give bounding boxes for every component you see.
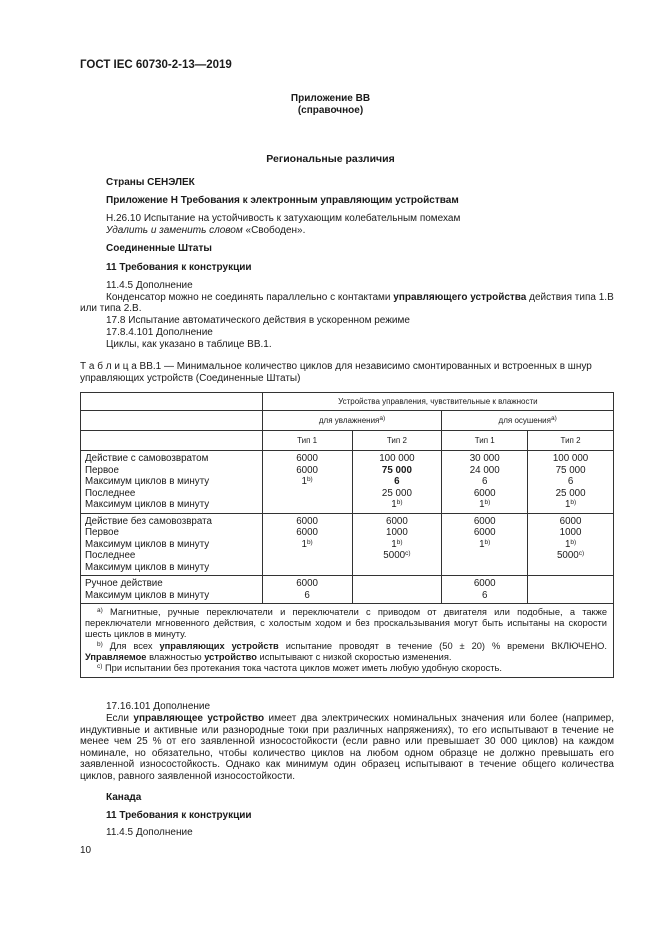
row-label: Первое [85, 527, 119, 538]
row-label: Максимум циклов в минуту [85, 499, 210, 510]
table-cell [262, 576, 352, 604]
clause-number: 17.8.4.101 [106, 327, 157, 338]
section-title: Региональные различия [266, 153, 395, 165]
footnote-mark: b) [306, 538, 313, 546]
item-number: Н.26.10 [106, 213, 144, 224]
row-label: Действие с самовозвратом [85, 453, 209, 464]
footnote-mark: b) [570, 499, 577, 506]
table-cell [352, 513, 442, 576]
cell-value: 6 [567, 476, 574, 487]
clause-text: Испытание автоматического действия в ускоренном режиме [128, 315, 410, 326]
cell-value: 100 000 [379, 453, 415, 464]
item-h2610-replace [106, 225, 305, 236]
us-section-heading: 11 Требования к конструкции [106, 262, 252, 273]
table-cell [352, 451, 442, 514]
row-label: Последнее [85, 487, 136, 499]
footnote-c: $^{c)}$ При испытании без протекания тока частота циклов может иметь любую удобную скорость. [97, 663, 502, 674]
footnote-mark: b) [484, 499, 491, 506]
footnote-mark: b) [396, 499, 403, 506]
footnote-mark: c) [578, 550, 585, 557]
table-footnotes [81, 604, 614, 678]
cell-value: 6000 [296, 515, 318, 527]
footnote-mark: а) [379, 415, 386, 422]
row-label: Действие без самовозврата [85, 515, 212, 527]
cell-value: 75 000 [381, 464, 412, 476]
row-label: Максимум циклов в минуту [85, 476, 210, 487]
cell-value: 6000 [473, 578, 496, 589]
cell-value: 6000 [473, 487, 496, 499]
cell-value: 6 [304, 589, 310, 601]
cell-value: 1$^{b)}$ [564, 538, 577, 550]
clause-label: Дополнение [156, 327, 213, 338]
table-row [81, 576, 614, 604]
canada-section-heading: 11 Требования к конструкции [106, 810, 252, 821]
footnote-mark: а) [550, 415, 557, 422]
cell-value: 6000 [296, 527, 318, 538]
header-empty [81, 411, 263, 431]
footnote-mark: c) [405, 550, 411, 557]
cell-value: 6000 [296, 578, 318, 589]
cell-value: 6 [481, 476, 488, 487]
annex-title: Приложение ВВ [290, 93, 371, 104]
row-label: Максимум циклов в минуту [85, 538, 210, 550]
table-cell [262, 513, 352, 576]
us-para-capacitor-2: или типа 2.В. [80, 303, 142, 314]
header-empty [81, 393, 263, 411]
cell-value: 25 000 [555, 487, 586, 499]
cell-value: 6000 [386, 515, 408, 527]
table-cell [442, 576, 528, 604]
cell-value: 1000 [386, 527, 408, 538]
cell-value: 1$^{b)}$ [391, 499, 403, 510]
cell-value: 5000$^{c)}$ [556, 550, 585, 561]
row-labels [81, 576, 263, 604]
cell-value: 1$^{b)}$ [391, 538, 403, 550]
row-label: Максимум циклов в минуту [85, 589, 210, 601]
cell-value: 30 000 [469, 453, 500, 464]
term: управляющего устройства [393, 292, 527, 303]
italic-instruction: Удалить и заменить словом [106, 225, 243, 236]
cell-value: 6 [481, 589, 488, 601]
us-clause-178 [106, 315, 410, 326]
cell-value: 24 000 [469, 464, 500, 476]
cell-value: 100 000 [552, 453, 589, 464]
annex-h-heading: Приложение Н Требования к электронным управляющим устройствам [106, 195, 459, 206]
table-row [81, 451, 614, 514]
row-label: Первое [85, 464, 119, 476]
group-dehumidify [442, 411, 614, 431]
table-cell [528, 513, 614, 576]
cell-value: 6000 [559, 515, 582, 527]
type-header: Тип 1 [442, 431, 528, 451]
clause-number: 11.4.5 [106, 280, 136, 291]
clause-label: Дополнение [153, 701, 211, 712]
row-label: Последнее [85, 550, 136, 561]
cell-value: 6000 [473, 527, 496, 538]
caption-text: ВВ.1 — Минимальное количество циклов для независимо смонтированных и встроенных в шнур [136, 361, 592, 372]
cell-value: 6000 [473, 515, 496, 527]
clause-number: 11.4.5 [106, 827, 136, 838]
canada-clause-1145 [106, 827, 193, 838]
row-label: Максимум циклов в минуту [85, 561, 210, 573]
footnote-b: $^{b)}$ Для всех управляющих устройств испытание проводят в течение (50 ± 20) % времени ВКЛЮЧЕНО. Управляемое влажностью устройство испытывают с низкой скоростью изменения. [85, 640, 607, 662]
clause-number: 17.8 [106, 315, 129, 326]
cell-value: 1$^{b)}$ [301, 476, 313, 487]
table-header-main: Устройства управления, чувствительные к влажности [262, 393, 613, 411]
text: Конденсатор можно не соединять параллельно с контактами [106, 292, 394, 303]
cell-value: 1000 [559, 527, 582, 538]
cell-value: 25 000 [381, 487, 412, 499]
footnotes-cell [81, 604, 614, 678]
cell-value: 5000$^{c)}$ [383, 550, 411, 561]
clause-label: Дополнение [135, 827, 193, 838]
us-para-capacitor-1 [106, 292, 614, 303]
cenelec-heading: Страны СЕНЭЛЕК [106, 177, 195, 188]
cell-value: 6 [394, 476, 400, 487]
us-heading: Соединенные Штаты [106, 243, 212, 254]
cell-value: 1$^{b)}$ [479, 538, 491, 550]
table-cell [528, 451, 614, 514]
group-humidify [262, 411, 442, 431]
header-empty [81, 431, 263, 451]
us-clause-1784101 [106, 327, 213, 338]
group-label: для осушения [498, 416, 551, 425]
cell-value: 75 000 [555, 464, 586, 476]
row-labels [81, 513, 263, 576]
footnote-mark: b) [306, 476, 313, 483]
type-header: Тип 2 [528, 431, 614, 451]
cycles-table [80, 392, 614, 678]
item-replacement: «Свободен». [242, 225, 306, 236]
cell-value: 1$^{b)}$ [479, 499, 491, 510]
row-labels [81, 451, 263, 514]
clause-label: Дополнение [135, 280, 193, 291]
canada-heading: Канада [106, 792, 142, 803]
type-header: Тип 2 [352, 431, 442, 451]
item-text: Испытание на устойчивость к затухающим колебательным помехам [143, 213, 461, 224]
standard-code: ГОСТ IEC 60730-2-13—2019 [80, 59, 232, 71]
row-label: Ручное действие [85, 578, 163, 589]
table-caption-line2: управляющих устройств (Соединенные Штаты) [80, 373, 301, 384]
para-multiple-ratings: Если управляющее устройство имеет два электрических номинальных значения или более (например, индуктивные и активные или разнородные токи при различных напряжениях), то его испытывают в течение не менее чем 25 % от его заявленной износостойкости (если равно или превышает 30 000 циклов) на каждом номинале, но обязательно, чтобы количество циклов на любом одном образце не должно превышать его заявленной износостойкость. Однако как минимум один образец испытывают в течение общего количества циклов, равного заявленной износостойкости. [80, 713, 615, 782]
cell-value: 6000 [296, 453, 318, 464]
table-cell [442, 513, 528, 576]
clause-number: 17.16.101 [106, 701, 154, 712]
us-clause-1145 [106, 280, 193, 291]
cell-value: 1$^{b)}$ [301, 538, 313, 550]
table-cell [442, 451, 528, 514]
clause-1716101 [106, 701, 210, 712]
table-cell [352, 576, 442, 604]
footnote-a: $^{а)}$ Магнитные, ручные переключатели и переключатели с приводом от двигателя или подобные, а также переключатели мгновенного действия, с холостым ходом и без проскальзывания могут быть испытаны на скорости шесть циклов в минуту. [85, 607, 607, 640]
text: действия типа 1.В [526, 292, 614, 303]
us-cycles-ref: Циклы, как указано в таблице ВВ.1. [106, 339, 272, 350]
footnote-mark: b) [396, 538, 403, 546]
cell-value: 1$^{b)}$ [564, 499, 577, 510]
cell-value: 6000 [296, 464, 318, 476]
page-number: 10 [80, 845, 92, 856]
table-row [81, 513, 614, 576]
footnote-mark: b) [570, 538, 577, 546]
table-cell [262, 451, 352, 514]
item-h2610 [106, 213, 460, 224]
caption-prefix: Т а б л и ц а [80, 361, 137, 372]
table-caption-line1 [80, 361, 614, 372]
group-label: для увлажнения [318, 416, 380, 425]
annex-subtitle: (справочное) [297, 105, 364, 116]
type-header: Тип 1 [262, 431, 352, 451]
footnote-mark: b) [484, 538, 491, 546]
table-cell [528, 576, 614, 604]
